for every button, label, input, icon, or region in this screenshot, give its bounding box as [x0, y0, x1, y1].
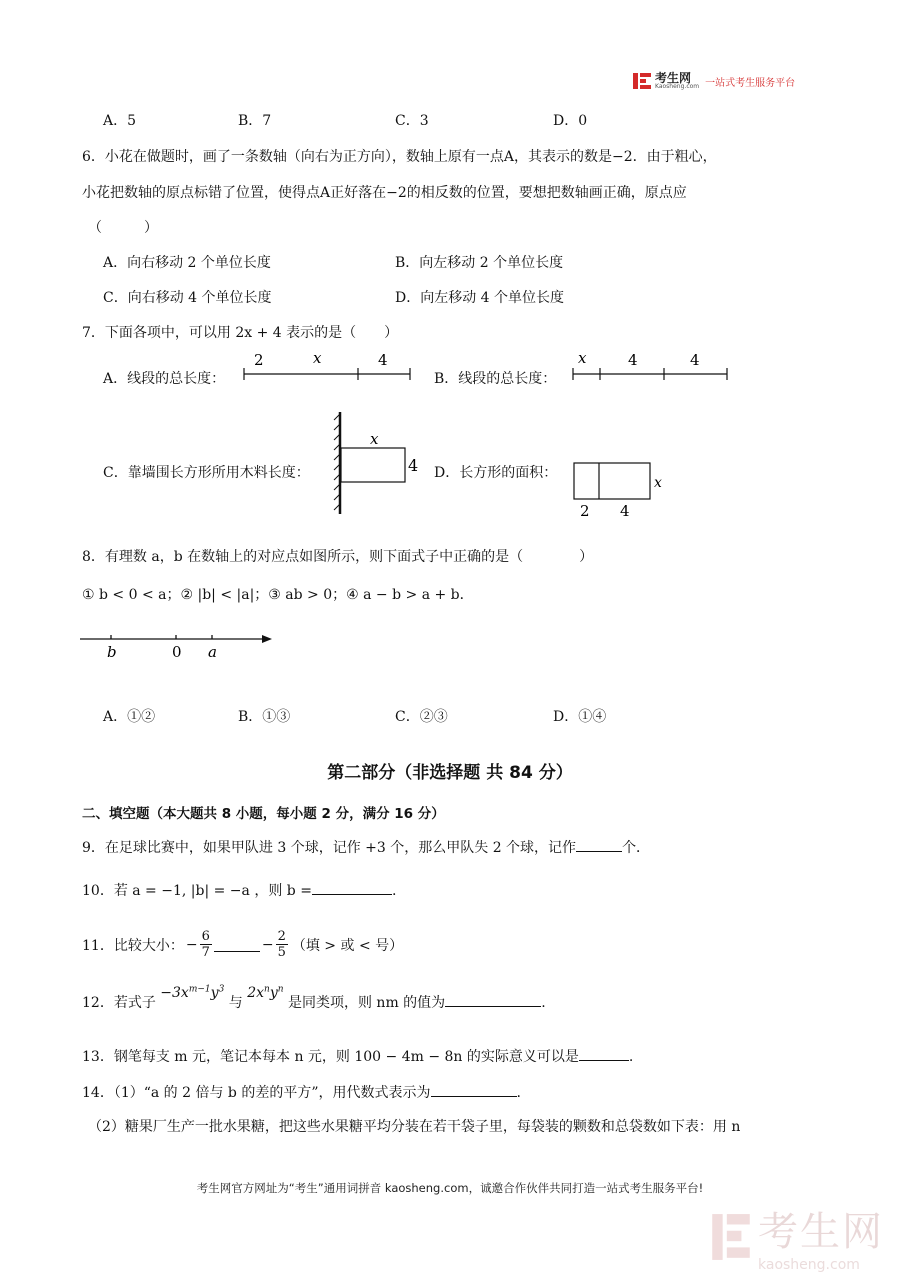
- q7-option-d-figure: [570, 460, 670, 522]
- q7c-side-label: 4: [408, 456, 419, 475]
- q5-option-d: D．0: [553, 113, 588, 129]
- q6-option-a: A．向右移动 2 个单位长度: [103, 255, 271, 271]
- q7-option-a-label: A．线段的总长度：: [103, 371, 226, 387]
- q6-option-b: B．向左移动 2 个单位长度: [395, 255, 564, 271]
- q8-stem: 8．有理数 a，b 在数轴上的对应点如图所示，则下面式子中正确的是（ ）: [82, 549, 594, 565]
- q8-axis-label-b: b: [107, 643, 117, 661]
- q7d-bottom-1: 2: [580, 502, 590, 520]
- q13: [82, 1046, 633, 1066]
- q7-option-a-figure: [240, 348, 415, 382]
- q5-option-c: C．3: [395, 113, 429, 129]
- q11-fraction-1: $\frac{6}{7}$: [201, 929, 210, 960]
- q10-text-end: .: [391, 883, 397, 899]
- q8-statements: ① b < 0 < a；② |b| < |a|；③ ab > 0；④ a − b > a + b．: [82, 587, 474, 603]
- brand-tagline: 一站式考生服务平台: [705, 77, 796, 89]
- q7-option-b-label: B．线段的总长度：: [434, 371, 557, 387]
- q12-term1: $-3x^{m-1}y^3$: [160, 984, 225, 1001]
- part2-title: 第二部分（非选择题 共 84 分）: [327, 763, 573, 783]
- q8-number-line: [78, 626, 278, 662]
- section2-title: 二、填空题（本大题共 8 小题，每小题 2 分，满分 16 分）: [82, 806, 445, 822]
- q7d-side-label: x: [654, 475, 662, 491]
- q9-text: 9．在足球比赛中，如果甲队进 3 个球，记作 +3 个，那么甲队失 2 个球，记作: [82, 840, 577, 856]
- q12-mid: 与: [228, 995, 243, 1011]
- q7-option-c-label: C．靠墙围长方形所用木料长度：: [103, 465, 310, 481]
- brand-name: 考生网: [655, 70, 692, 85]
- q7-stem: 7．下面各项中，可以用 2x + 4 表示的是（ ）: [82, 325, 399, 341]
- q10: [82, 880, 396, 900]
- watermark: [710, 1200, 884, 1273]
- q10-answer-blank[interactable]: [312, 894, 392, 895]
- q11-minus-2: −: [261, 936, 274, 953]
- q7b-seg-3: 4: [690, 351, 700, 369]
- q8-axis-label-0: 0: [172, 643, 182, 661]
- header-logo: [632, 72, 795, 90]
- q12-term2: $2x^ny^n$: [247, 984, 284, 1001]
- q11-answer-blank[interactable]: [214, 951, 260, 952]
- q8-option-d: D．①④: [553, 709, 607, 725]
- q13-text: 13．钢笔每支 m 元，笔记本每本 n 元，则 100 − 4m − 8n 的实际意义可以是: [82, 1049, 579, 1065]
- q14-part2: （2）糖果厂生产一批水果糖，把这些水果糖平均分装在若干袋子里，每袋装的颗数和总袋数如下表：用 n: [88, 1119, 741, 1135]
- q14-answer-blank[interactable]: [431, 1096, 517, 1097]
- footer-text: 考生网官方网址为“考生”通用词拼音 kaosheng.com，诚邀合作伙伴共同打造一站式考生服务平台!: [196, 1181, 704, 1195]
- q7-option-b-figure: [570, 348, 732, 382]
- q7a-seg-1: 2: [254, 351, 264, 369]
- q7d-bottom-2: 4: [620, 502, 630, 520]
- q7b-seg-1: x: [578, 349, 587, 367]
- watermark-en: kaosheng.com: [758, 1257, 860, 1273]
- q7-option-d-label: D．长方形的面积：: [434, 465, 558, 481]
- brand-url: Kaosheng.com: [655, 82, 700, 90]
- q11: [82, 929, 403, 960]
- q12-text: 12．若式子: [82, 995, 156, 1011]
- q11-minus-1: −: [185, 936, 198, 953]
- q7-option-c-figure: [332, 410, 422, 518]
- q12-text-end: .: [541, 995, 546, 1011]
- q9-text-end: 个．: [622, 840, 651, 856]
- q9: [82, 837, 650, 857]
- q6-option-c: C．向右移动 4 个单位长度: [103, 290, 272, 306]
- q14-part1-text: 14．（1）“a 的 2 倍与 b 的差的平方”，用代数式表示为: [82, 1085, 431, 1101]
- q6-answer-paren: （ ）: [88, 220, 158, 236]
- kaosheng-logo-icon: [632, 72, 652, 90]
- q5-option-a: A．5: [103, 113, 137, 129]
- q7a-seg-3: 4: [378, 351, 388, 369]
- q13-text-end: .: [628, 1049, 634, 1065]
- watermark-logo-icon: [710, 1212, 752, 1262]
- q14-part1: [82, 1082, 521, 1102]
- q12-text-after: 是同类项，则 nm 的值为: [287, 995, 446, 1011]
- q6-line2: 小花把数轴的原点标错了位置，使得点A正好落在−2的相反数的位置，要想把数轴画正确，原点应: [82, 185, 687, 201]
- watermark-cn: 考生网: [758, 1209, 884, 1255]
- q13-answer-blank[interactable]: [579, 1060, 629, 1061]
- q6-line1: 6．小花在做题时，画了一条数轴（向右为正方向），数轴上原有一点A，其表示的数是−2．由于粗心，: [82, 149, 717, 165]
- q7c-top-label: x: [370, 430, 379, 448]
- q9-answer-blank[interactable]: [576, 851, 622, 852]
- q7b-seg-2: 4: [628, 351, 638, 369]
- q12: [82, 984, 546, 1012]
- q12-answer-blank[interactable]: [445, 1006, 541, 1007]
- q6-option-d: D．向左移动 4 个单位长度: [395, 290, 565, 306]
- q8-option-b: B．①③: [238, 709, 291, 725]
- q8-option-a: A．①②: [103, 709, 156, 725]
- q10-text: 10．若 a = −1, |b| = −a ，则 b =: [82, 883, 312, 899]
- q11-hint: （填 > 或 < 号）: [291, 937, 404, 954]
- q8-option-c: C．②③: [395, 709, 448, 725]
- q7a-seg-2: x: [313, 349, 322, 367]
- q11-prefix: 11．比较大小：: [82, 937, 184, 954]
- q14-part1-end: .: [516, 1085, 521, 1101]
- q8-axis-label-a: a: [208, 643, 217, 661]
- q5-option-b: B．7: [238, 113, 272, 129]
- q11-fraction-2: $\frac{2}{5}$: [277, 929, 286, 960]
